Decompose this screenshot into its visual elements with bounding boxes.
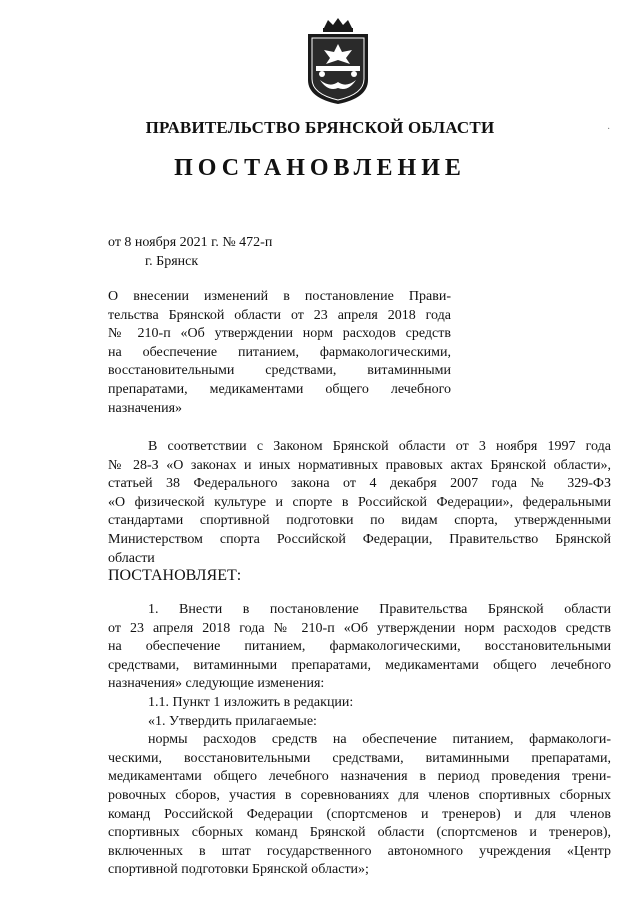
preamble-line: статьей 38 Федерального закона от 4 декабря 2007 года № 329-ФЗ [108, 476, 611, 492]
preamble-line: «О физической культуре и спорте в Российской Федерации», федеральными [108, 494, 611, 510]
document-meta [108, 233, 272, 271]
subject-line: восстановительными средствами, витаминными [108, 363, 451, 379]
preamble-paragraph [108, 438, 611, 568]
coat-of-arms-icon [300, 18, 376, 106]
clause-line: от 23 апреля 2018 года № 210-п «Об утверждении норм расходов средств [108, 620, 611, 636]
norms-line: команд Российской Федерации (спортсменов и тренеров) и для членов [108, 806, 611, 822]
norms-line: спортивных сборных команд Брянской области (спортсменов и тренеров), [108, 825, 611, 841]
norms-line: включенных в штат государственного автономного учреждения «Центр [108, 843, 611, 859]
norms-line: ровочных сборов, участия в соревнованиях для членов спортивных сборных [108, 787, 611, 803]
subject-line: тельства Брянской области от 23 апреля 2018 года [108, 307, 451, 323]
subject-block [108, 288, 451, 418]
clause-1 [108, 601, 611, 880]
subject-line: О внесении изменений в постановление Прави- [108, 289, 451, 304]
quote-start: «1. Утвердить прилагаемые: [148, 713, 317, 729]
subject-line: препаратами, медикаментами общего лечебного [108, 381, 451, 397]
clause-line: назначения» следующие изменения: [108, 676, 325, 692]
subject-line: на обеспечение питанием, фармакологическими, [108, 344, 451, 360]
preamble-line: № 28-З «О законах и иных нормативных правовых актах Брянской области», [108, 457, 611, 473]
preamble-line: В соответствии с Законом Брянской области от 3 ноября 1997 года [148, 439, 611, 454]
preamble-line: области [108, 550, 155, 566]
norms-line: медикаментами общего лечебного назначения в период проведения трени- [108, 769, 611, 785]
date-number-line: от 8 ноября 2021 г. № 472-п [108, 235, 273, 250]
preamble-line: стандартами спортивной подготовки по видам спорта, утвержденными [108, 513, 611, 529]
subclause-1-1: 1.1. Пункт 1 изложить в редакции: [148, 694, 354, 710]
preamble-line: Министерством спорта Российской Федерации, Правительство Брянской [108, 531, 611, 547]
decree-word: ПОСТАНОВЛЯЕТ: [108, 567, 242, 584]
city: г. Брянск [145, 254, 199, 269]
norms-line: нормы расходов средств на обеспечение питанием, фармакологи- [148, 732, 611, 748]
subject-line: назначения» [108, 400, 183, 416]
margin-mark: · [607, 124, 611, 135]
government-title: ПРАВИТЕЛЬСТВО БРЯНСКОЙ ОБЛАСТИ [145, 118, 495, 137]
norms-line: ческими, восстановительными средствами, витаминными препаратами, [108, 750, 611, 766]
subject-line: № 210-п «Об утверждении норм расходов средств [108, 326, 451, 342]
document-type: ПОСТАНОВЛЕНИЕ [174, 155, 466, 181]
norms-line: спортивной подготовки Брянской области»; [108, 862, 369, 878]
clause-line: на обеспечение питанием, фармакологическими, восстановительными [108, 639, 611, 655]
clause-line: средствами, витаминными препаратами, медикаментами общего лечебного [108, 657, 611, 673]
clause-line: 1. Внести в постановление Правительства Брянской области [148, 602, 611, 617]
